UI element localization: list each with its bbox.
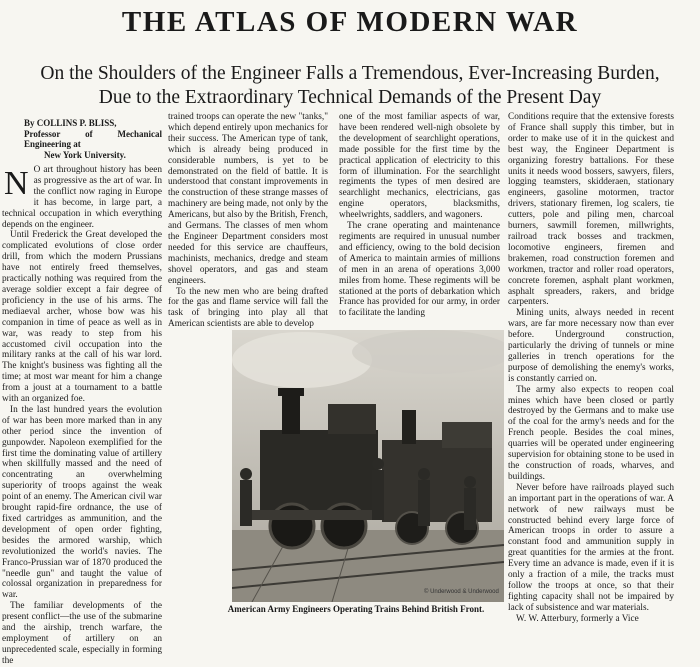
byline-institution: New York University.: [44, 149, 126, 160]
article-paragraph: Conditions require that the extensive forests of France shall supply this timber, but in order to make use of it in the quickest and best way, the Engineer Department is organizing forestry battalions. For these units it needs wood bossers, sawyers, filers, logging teamsters, skidderaen, stationary engineers, gasoline motormen, tractor drivers, stationary firemen, log scalers, tie cutters, pole and piling men, charcoal burners, sawmill foremen, millwrights, railroad track bosses and trackmen, locomotive engineers, firemen and brakemen, road construction foremen and workmen, tractor and roller road operators, concrete foremen, asphalt plant workmen, asphalt spreaders, rakers, and bridge carpenters.: [508, 112, 674, 308]
article-paragraph: To the new men who are being drafted for the gas and flame service will fall the task of bringing into play all that American scientists are able to develop: [168, 286, 328, 330]
article-paragraph: In the last hundred years the evolution of war has been more marked than in any other period since the invention of gunpowder. Napoleon exemplified for the first time the dominating value of artillery when skillfully massed and the need of concentrating an overwhelming superiority of troops against the weak point of an enemy. The American civil war brought rapid-fire ordnance, the use of fixed cartridges as ammunition, and the development of open order fighting, besides the armored warship, which revolutionized the world's navies. The Franco-Prussian war of 1870 produced the "needle gun" and taught the value of colossal organization in preparedness for war.: [2, 404, 162, 601]
article-paragraph: Until Frederick the Great developed the complicated evolutions of close order drill, from which the modern Prussians have not entirely freed themselves, practically nothing was required from the average soldier except a fair degree of proficiency in the use of his arms. The mediaeval archer, whose bow was his companion in time of peace as well as in war, was ready to step from his accustomed civil occupation into the military ranks at the call of his war lord. The knight's business was fighting all the time; at most war meant for him a change from a joust at a tournament to a battle with an organized foe.: [2, 230, 162, 405]
column-3: [339, 112, 500, 319]
column-2: [168, 112, 328, 330]
byline-title: Professor of Mechanical Engineering at: [24, 128, 162, 149]
locomotive-photo-illustration: [232, 330, 504, 602]
photo-locomotives: [232, 330, 504, 602]
article-paragraph: The army also expects to reopen coal mines which have been closed or partly destroyed by the Germans and to make use of the coal for the army's needs and for the French people. Besides the coal mines, quarries will be operated under engineering supervision for obtaining stone to be used in the construction of roads, wharves, and buildings.: [508, 384, 674, 482]
article-paragraph: W. W. Atterbury, formerly a Vice: [516, 613, 639, 624]
article-paragraph: N O art throughout history has been as progressive as the art of war. In the conflict now raging in Europe it has become, in large part, a technical occupation in which everything depends on the engineer.: [2, 165, 162, 230]
subheadline-line-1: On the Shoulders of the Engineer Falls a Tremendous, Ever-Increasing Burden,: [40, 63, 660, 84]
article-paragraph: trained troops can operate the new "tanks," which depend entirely upon mechanics for their success. The American type of tank, which is already being produced in considerable numbers, is yet to be demonstrated on the field of battle. It is understood that constant improvements in the construction of these strange masses of machinery are being made, not only by the Americans, but also by the British, French, and Germans. The classes of men whom the Engineer Department considers most needed for this service are chauffeurs, machinists, mechanics, dredge and steam shovel operators, and gas and steam engineers.: [168, 112, 328, 286]
photo-credit: © Underwood & Underwood: [424, 589, 499, 595]
photo-caption: American Army Engineers Operating Trains Behind British Front.: [227, 604, 485, 614]
byline: [24, 118, 162, 160]
byline-name: By COLLINS P. BLISS,: [24, 118, 117, 128]
subheadline-line-2: Due to the Extraordinary Technical Demands of the Present Day: [98, 87, 602, 108]
article-paragraph: Mining units, always needed in recent wars, are far more necessary now than ever before. Underground construction, particularly the driving of tunnels or mine galleries in trench operations for the purpose of demolishing the enemy's works, is constantly carried on.: [508, 308, 674, 384]
article-paragraph: The familiar developments of the present conflict—the use of the submarine and the airship, trench warfare, the employment of artillery on an unprecedented scale, especially in forming the: [2, 601, 162, 666]
column-1: [2, 118, 162, 667]
drop-cap: N: [4, 165, 29, 202]
article-paragraph: The crane operating and maintenance regiments are required in unusual number and efficiency, owing to the bold decision of America to maintain armies of millions of men in an arena of operations 3,000 miles from home. These regiments will be stationed at the ports of debarkation which France has provided for our army, in order to facilitate the landing: [339, 221, 500, 319]
headline: THE ATLAS OF MODERN WAR: [121, 6, 579, 38]
column-4: [508, 112, 674, 625]
article-paragraph: one of the most familiar aspects of war, have been rendered well-nigh obsolete by the development of searchlight operations, made possible for the first time by the practical application of electricity to this form of illumination. For the searchlight regiments the types of men desired are searchlight mechanics, electricians, gas engine operators, blacksmiths, wheelwrights, saddlers, and wagoners.: [339, 112, 500, 221]
article-paragraph: Never before have railroads played such an important part in the operations of war. A network of new railways must be constructed behind every large force of American troops in order to assure a constant food and ammunition supply in great quantities for the armies at the front. Every time an advance is made, even if it is only a fraction of a mile, the tracks must follow the troops at once, so that their fighting capacity shall not be impaired by lack of subsistence and war materials.: [508, 482, 674, 613]
